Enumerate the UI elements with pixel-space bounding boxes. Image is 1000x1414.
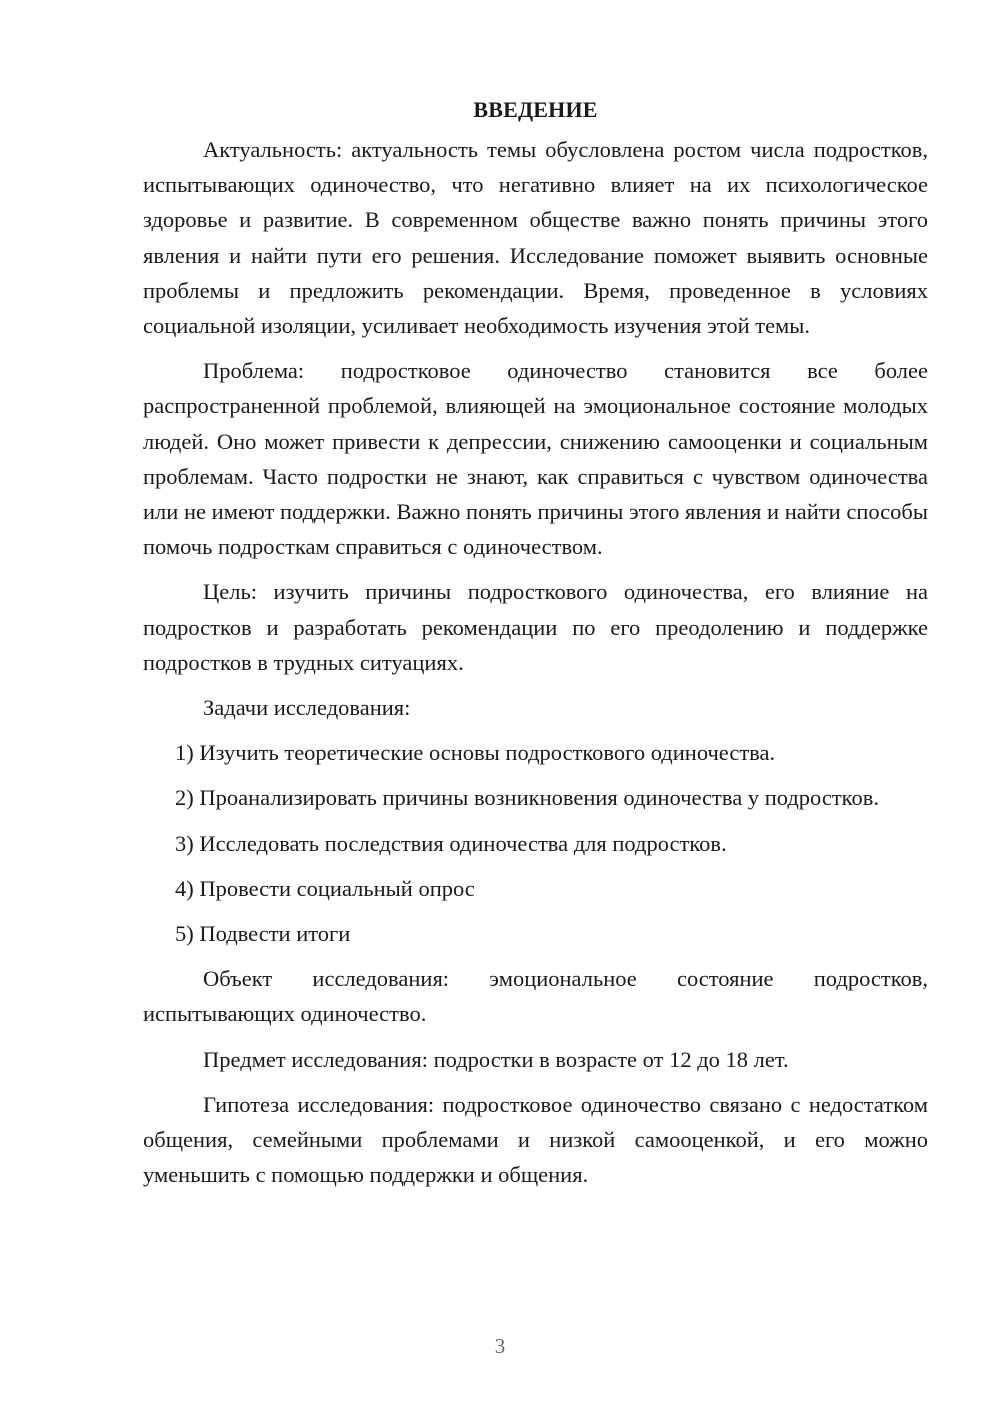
paragraph-relevance: Актуальность: актуальность темы обусловлена ростом числа подростков, испытывающих одиночество, что негативно влияет на их психологическое здоровье и развитие. В современном обществе важно понять причины этого явления и найти пути его решения. Исследование поможет выявить основные проблемы и предложить рекомендации. Время, проведенное в условиях социальной изоляции, усиливает необходимость изучения этой темы. <box>143 137 928 339</box>
paragraph-object: Объект исследования: эмоциональное состояние подростков, испытывающих одиночество. <box>143 966 928 1027</box>
paragraph-hypothesis: Гипотеза исследования: подростковое одиночество связано с недостатком общения, семейными проблемами и низкой самооценкой, и его можно уменьшить с помощью поддержки и общения. <box>143 1091 928 1188</box>
task-item-4: 4) Провести социальный опрос <box>175 875 475 901</box>
task-item-2: 2) Проанализировать причины возникновения одиночества у подростков. <box>175 785 879 811</box>
paragraph-problem: Проблема: подростковое одиночество становится все более распространенной проблемой, влияющей на эмоциональное состояние молодых людей. Оно может привести к депрессии, снижению самооценки и социальным проблемам. Часто подростки не знают, как справиться с чувством одиночества или не имеют поддержки. Важно понять причины этого явления и найти способы помочь подросткам справиться с одиночеством. <box>143 358 928 560</box>
paragraph-subject: Предмет исследования: подростки в возрасте от 12 до 18 лет. <box>203 1046 789 1072</box>
task-item-3: 3) Исследовать последствия одиночества для подростков. <box>175 830 727 856</box>
tasks-heading: Задачи исследования: <box>203 695 411 721</box>
page-number: 3 <box>494 1334 506 1358</box>
section-heading: ВВЕДЕНИЕ <box>473 97 598 122</box>
task-item-1: 1) Изучить теоретические основы подросткового одиночества. <box>175 740 776 766</box>
page-content <box>143 92 928 1202</box>
task-item-5: 5) Подвести итоги <box>175 921 351 947</box>
paragraph-goal: Цель: изучить причины подросткового одиночества, его влияние на подростков и разработать рекомендации по его преодолению и поддержке подростков в трудных ситуациях. <box>143 579 928 675</box>
